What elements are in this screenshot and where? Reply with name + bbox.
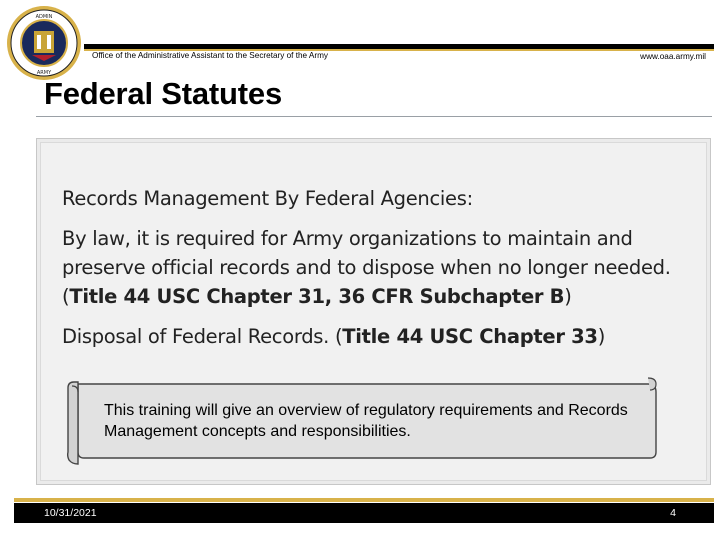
statute-text-end: ) <box>564 285 572 308</box>
footer-date: 10/31/2021 <box>44 507 97 519</box>
disposal-text-end: ) <box>597 325 605 348</box>
statute-text: By law, it is required for Army organizations to maintain and preserve official records and to dispose when no longer needed. ( <box>62 227 671 308</box>
disposal-paragraph <box>62 322 682 351</box>
slide-title: Federal Statutes <box>44 76 282 111</box>
scroll-note: This training will give an overview of regulatory requirements and Records Management concepts and responsibilities. <box>104 402 628 440</box>
section-heading: Records Management By Federal Agencies: <box>62 187 473 210</box>
website-link[interactable]: www.oaa.army.mil <box>640 52 706 61</box>
statute-citation: Title 44 USC Chapter 31, 36 CFR Subchapter B <box>69 285 565 308</box>
footer-bar <box>14 503 714 523</box>
disposal-text: Disposal of Federal Records. ( <box>62 325 343 348</box>
title-divider <box>36 116 712 117</box>
statute-paragraph <box>62 224 682 311</box>
army-seal-logo <box>6 5 82 81</box>
footer-gold-rule <box>14 498 714 502</box>
office-name: Office of the Administrative Assistant to the Secretary of the Army <box>92 51 329 60</box>
page-number: 4 <box>670 507 676 519</box>
svg-text:ADMIN: ADMIN <box>35 14 53 20</box>
svg-text:ARMY: ARMY <box>36 70 52 76</box>
disposal-citation: Title 44 USC Chapter 33 <box>342 325 598 348</box>
